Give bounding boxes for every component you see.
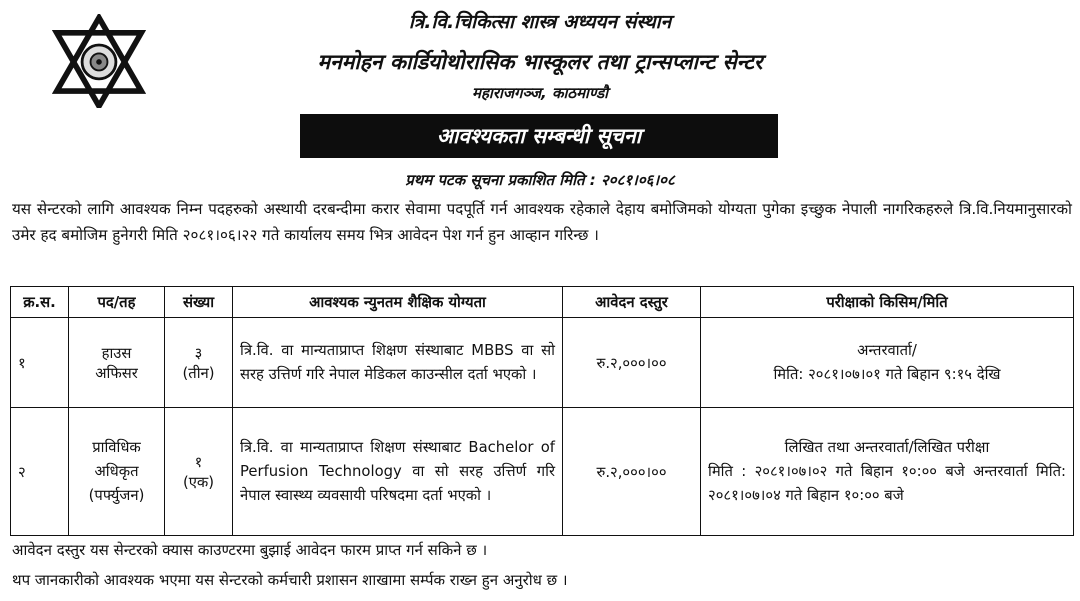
intro-paragraph: यस सेन्टरको लागि आवश्यक निम्न पदहरुको अस्थायी दरबन्दीमा करार सेवामा पदपूर्ति गर्न आवश्यक रहेकाले देहाय बमोजिमको योग्यता पुगेका इच्छुक नेपाली नागरिकहरुले त्रि.वि.नियमानुसारको उमेर हद बमोजिम हुनेगरी मिति २०८१।०६।२२ गते कार्यालय समय भित्र आवेदन पेश गर्न हुन आव्हान गरिन्छ । (12, 200, 1072, 244)
col-header-fee: आवेदन दस्तुर (563, 287, 701, 318)
col-header-post: पद/तह (69, 287, 165, 318)
count-word: (एक) (182, 473, 215, 491)
exam-type: लिखित तथा अन्तरवार्ता/लिखित परीक्षा (784, 438, 990, 456)
row-qualification: त्रि.वि. वा मान्यताप्राप्त शिक्षण संस्थाबाट MBBS वा सो सरह उत्तिर्ण गरि नेपाल मेडिकल काउन्सील दर्ता भएको । (233, 318, 563, 408)
row-post (69, 318, 165, 408)
post-line: अधिकृत (94, 462, 139, 480)
row-post (69, 408, 165, 536)
row-qualification: त्रि.वि. वा मान्यताप्राप्त शिक्षण संस्थाबाट Bachelor of Perfusion Technology वा सो सरह उत्तिर्ण गरि नेपाल स्वास्थ्य व्यवसायी परिषदमा दर्ता भएको । (233, 408, 563, 536)
publication-date: प्रथम पटक सूचना प्रकाशित मिति : २०८१।०६।०८ (405, 171, 675, 189)
table-header-row (11, 287, 1074, 318)
row-exam (701, 318, 1074, 408)
exam-date: मिति: २०८१।०७।०१ गते बिहान ९:१५ देखि (773, 365, 1001, 383)
count-word: (तीन) (182, 364, 215, 382)
row-fee: रु.२,०००।०० (563, 318, 701, 408)
notice-title-banner: आवश्यकता सम्बन्धी सूचना (300, 114, 778, 158)
institute-name: त्रि.वि.चिकित्सा शास्त्र अध्ययन संस्थान (408, 11, 672, 33)
footer-note-fee: आवेदन दस्तुर यस सेन्टरको क्यास काउण्टरमा बुझाई आवेदन फारम प्राप्त गर्न सकिने छ । (12, 541, 488, 559)
row-count (165, 318, 233, 408)
exam-type: अन्तरवार्ता/ (857, 341, 917, 359)
footer-note-contact: थप जानकारीको आवश्यक भएमा यस सेन्टरको कर्मचारी प्रशासन शाखामा सर्म्पक राख्न हुन अनुरोध छ । (12, 571, 568, 589)
post-line: हाउस (101, 344, 132, 362)
row-exam (701, 408, 1074, 536)
count-number: ३ (194, 344, 203, 362)
post-line: (पर्फ्युजन) (88, 486, 145, 504)
col-header-qualification: आवश्यक न्युनतम शैक्षिक योग्यता (233, 287, 563, 318)
row-fee: रु.२,०००।०० (563, 408, 701, 536)
row-count (165, 408, 233, 536)
col-header-count: संख्या (165, 287, 233, 318)
post-line: प्राविधिक (92, 438, 141, 456)
table-row (11, 318, 1074, 408)
exam-date: मिति : २०८१।०७।०२ गते बिहान १०:०० बजे अन्तरवार्ता मिति: २०८१।०७।०४ गते बिहान १०:०० बजे (708, 462, 1066, 504)
vacancy-table (10, 286, 1074, 536)
row-sn: २ (11, 408, 69, 536)
table-row (11, 408, 1074, 536)
col-header-exam: परीक्षाको किसिम/मिति (701, 287, 1074, 318)
count-number: १ (194, 453, 203, 471)
row-sn: १ (11, 318, 69, 408)
center-address: महाराजगञ्ज, काठमाण्डौ (472, 84, 608, 102)
col-header-sn: क्र.स. (11, 287, 69, 318)
center-name: मनमोहन कार्डियोथोरासिक भास्कूलर तथा ट्रान्सप्लान्ट सेन्टर (317, 50, 763, 74)
post-line: अफिसर (95, 364, 138, 382)
